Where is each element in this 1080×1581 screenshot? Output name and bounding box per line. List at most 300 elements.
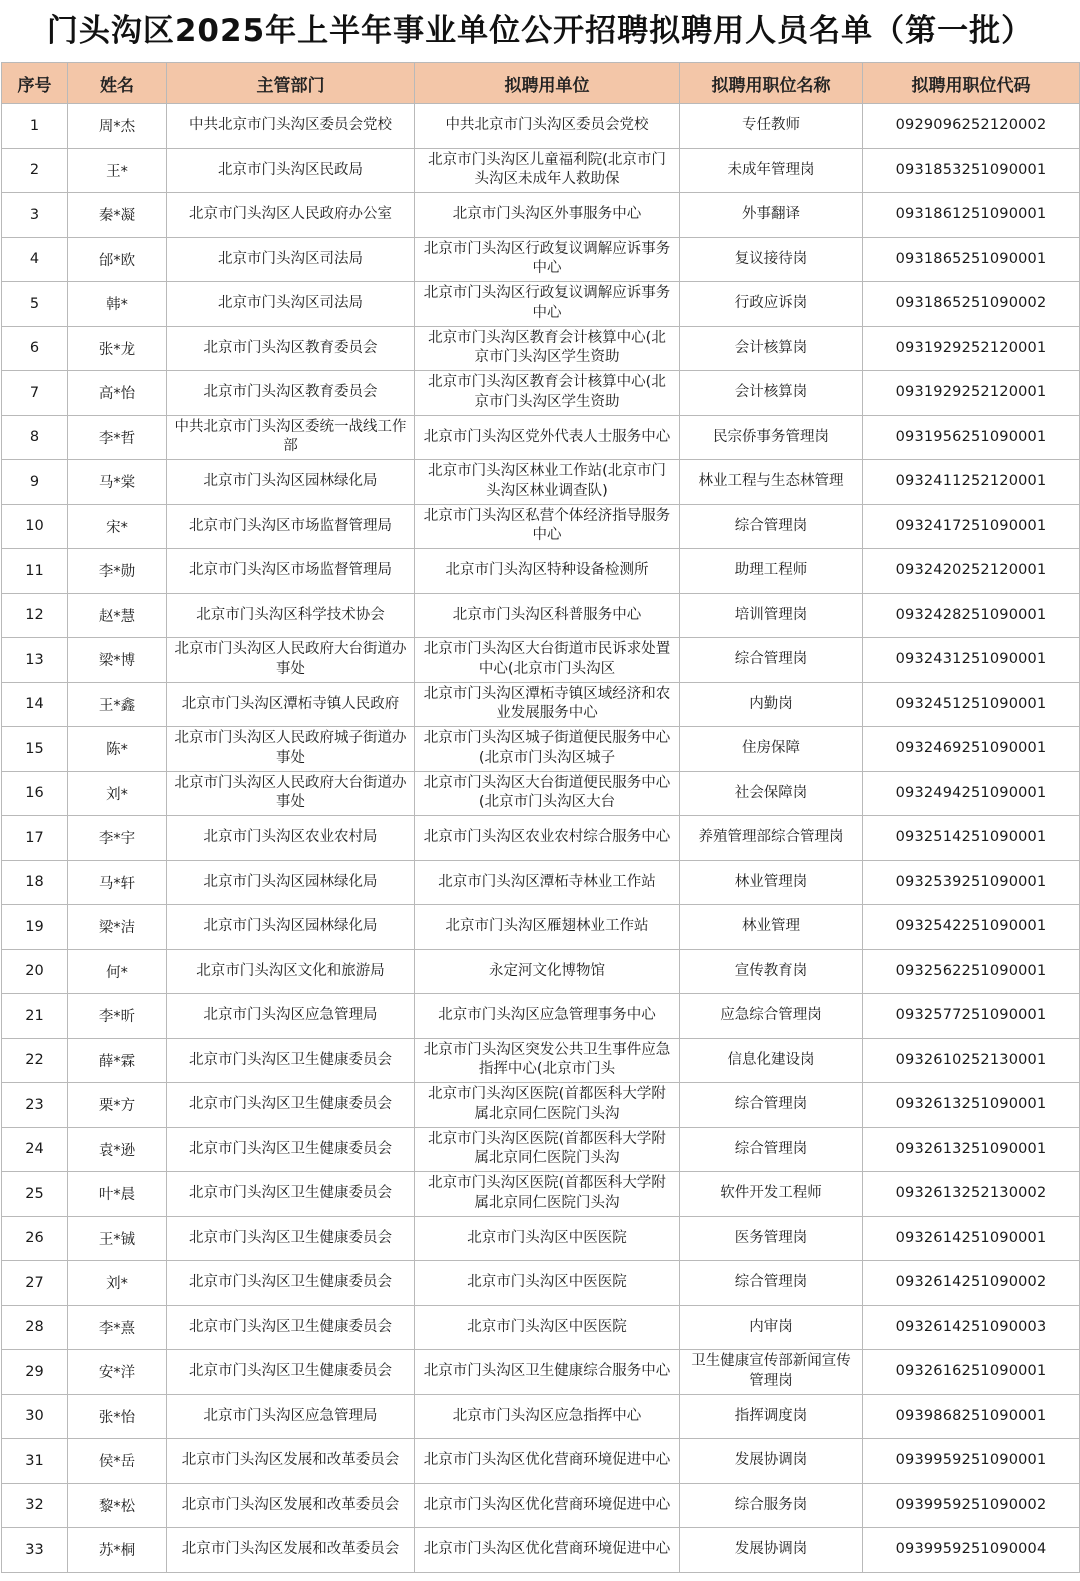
cell-name [68, 504, 167, 549]
cell-department [167, 104, 415, 149]
cell-name [68, 682, 167, 727]
cell-unit-text: 北京市门头沟区行政复议调解应诉事务中心 [423, 240, 671, 277]
table-row [2, 1127, 1080, 1172]
cell-index [2, 638, 68, 683]
cell-unit [415, 148, 680, 193]
cell-name-text: 周*杰 [98, 119, 136, 136]
cell-department [167, 1216, 415, 1261]
cell-position [680, 682, 863, 727]
cell-index [2, 1439, 68, 1484]
cell-position [680, 1216, 863, 1261]
cell-department [167, 371, 415, 416]
cell-unit-text: 北京市门头沟区雁翅林业工作站 [445, 918, 649, 934]
table-row [2, 549, 1080, 594]
cell-position-code [863, 326, 1080, 371]
cell-index [2, 326, 68, 371]
cell-position-code-text: 0931865251090001 [895, 250, 1047, 267]
cell-position-code [863, 1083, 1080, 1128]
cell-name [68, 593, 167, 638]
cell-position-text: 综合管理岗 [734, 1140, 808, 1157]
cell-index [2, 860, 68, 905]
cell-unit-text: 北京市门头沟区教育会计核算中心(北京市门头沟区学生资助 [428, 374, 666, 410]
cell-name-text: 李*宇 [98, 831, 136, 848]
cell-name-text: 韩* [106, 297, 128, 314]
cell-unit-text: 北京市门头沟区应急指挥中心 [452, 1407, 642, 1424]
cell-position-code [863, 193, 1080, 238]
cell-position-code-text: 0939959251090001 [895, 1452, 1047, 1468]
cell-position-code-text: 0932431251090001 [895, 651, 1047, 667]
cell-name-text: 黎*松 [98, 1498, 136, 1515]
cell-name [68, 1394, 167, 1439]
cell-unit-text: 北京市门头沟区大台街道便民服务中心(北京市门头沟区大台 [423, 774, 671, 811]
cell-index-text: 9 [29, 473, 40, 490]
cell-position [680, 727, 863, 772]
cell-position [680, 1127, 863, 1172]
cell-index [2, 193, 68, 238]
cell-unit [415, 1216, 680, 1261]
cell-position [680, 1261, 863, 1306]
cell-position-text: 综合管理岗 [734, 1096, 808, 1112]
cell-name-text: 梁*洁 [98, 920, 136, 937]
cell-index-text: 2 [29, 162, 40, 179]
cell-name [68, 460, 167, 505]
table-row [2, 148, 1080, 193]
cell-department [167, 638, 415, 683]
cell-name [68, 1305, 167, 1350]
cell-index [2, 1127, 68, 1172]
cell-unit-text: 北京市门头沟区儿童福利院(北京市门头沟区未成年人救助保 [428, 151, 666, 188]
cell-unit [415, 727, 680, 772]
cell-position-code [863, 371, 1080, 416]
cell-department-text: 北京市门头沟区卫生健康委员会 [189, 1318, 392, 1335]
cell-index-text: 15 [25, 740, 44, 757]
cell-position-code [863, 860, 1080, 905]
table-row [2, 193, 1080, 238]
cell-position-code-text: 0931929252120001 [895, 384, 1047, 400]
cell-name-text: 叶*晨 [98, 1187, 136, 1204]
cell-position [680, 1305, 863, 1350]
table-header-row [2, 63, 1080, 104]
cell-index [2, 104, 68, 149]
cell-unit-text: 永定河文化博物馆 [489, 962, 605, 979]
cell-unit [415, 549, 680, 594]
cell-index-text: 27 [25, 1274, 44, 1291]
cell-position [680, 326, 863, 371]
cell-department [167, 1350, 415, 1395]
cell-position-code-text: 0932469251090001 [895, 740, 1047, 756]
header-department: 主管部门 [167, 63, 415, 104]
cell-unit [415, 1083, 680, 1128]
hire-list-table [1, 62, 1080, 1573]
table-row [2, 1350, 1080, 1395]
cell-department [167, 148, 415, 193]
table-row [2, 1261, 1080, 1306]
table-row [2, 371, 1080, 416]
cell-index-text: 28 [25, 1319, 44, 1336]
cell-unit-text: 北京市门头沟区突发公共卫生事件应急指挥中心(北京市门头 [423, 1041, 671, 1078]
cell-department [167, 727, 415, 772]
cell-position-text: 指挥调度岗 [734, 1407, 808, 1424]
cell-position-code-text: 0931956251090001 [895, 428, 1047, 445]
cell-name-text: 张*龙 [98, 341, 136, 358]
cell-index-text: 3 [29, 206, 40, 223]
cell-position [680, 282, 863, 327]
cell-position-text: 内勤岗 [749, 695, 793, 712]
cell-name-text: 李*哲 [98, 430, 136, 447]
cell-index-text: 7 [29, 384, 40, 401]
cell-index [2, 460, 68, 505]
cell-index [2, 1261, 68, 1306]
cell-department-text: 北京市门头沟区卫生健康委员会 [189, 1140, 392, 1157]
cell-department-text: 北京市门头沟区教育委员会 [203, 384, 378, 400]
cell-index-text: 12 [25, 607, 44, 624]
cell-department-text: 北京市门头沟区卫生健康委员会 [189, 1274, 392, 1290]
cell-department [167, 460, 415, 505]
cell-name-text: 宋* [106, 519, 128, 536]
cell-position-text: 民宗侨事务管理岗 [713, 428, 829, 445]
cell-department [167, 1083, 415, 1128]
cell-index [2, 1350, 68, 1395]
cell-name-text: 何* [106, 964, 128, 981]
cell-unit-text: 北京市门头沟区大台街道市民诉求处置中心(北京市门头沟区 [423, 641, 671, 677]
cell-position-code-text: 0939868251090001 [895, 1407, 1047, 1424]
cell-name [68, 326, 167, 371]
table-row [2, 1172, 1080, 1217]
cell-position-code-text: 0939959251090004 [895, 1541, 1047, 1557]
cell-unit-text: 北京市门头沟区教育会计核算中心(北京市门头沟区学生资助 [428, 329, 666, 366]
cell-position [680, 460, 863, 505]
table-row [2, 326, 1080, 371]
cell-name [68, 1350, 167, 1395]
cell-name [68, 1261, 167, 1306]
table-row [2, 504, 1080, 549]
cell-position [680, 1528, 863, 1573]
cell-position-text: 复议接待岗 [734, 250, 808, 267]
cell-index-text: 17 [25, 829, 44, 846]
cell-unit [415, 905, 680, 950]
cell-position [680, 371, 863, 416]
cell-position-code [863, 460, 1080, 505]
cell-unit-text: 北京市门头沟区农业农村综合服务中心 [423, 829, 671, 845]
cell-unit-text: 北京市门头沟区林业工作站(北京市门头沟区林业调查队) [428, 463, 666, 499]
cell-position-code-text: 0932613252130002 [895, 1185, 1047, 1201]
cell-name-text: 梁*博 [98, 653, 136, 670]
cell-position [680, 549, 863, 594]
cell-department-text: 北京市门头沟区人民政府城子街道办事处 [174, 730, 407, 766]
header-position-code: 拟聘用职位代码 [863, 63, 1080, 104]
table-row [2, 949, 1080, 994]
cell-department-text: 北京市门头沟区人民政府办公室 [189, 206, 392, 222]
cell-department-text: 北京市门头沟区人民政府大台街道办事处 [174, 774, 407, 811]
cell-department [167, 193, 415, 238]
cell-unit-text: 北京市门头沟区应急管理事务中心 [438, 1007, 656, 1023]
cell-position-code [863, 104, 1080, 149]
table-row [2, 1038, 1080, 1083]
cell-position-code [863, 949, 1080, 994]
cell-position-code-text: 0932514251090001 [895, 829, 1047, 845]
cell-name-text: 王*鑫 [98, 697, 136, 714]
cell-unit [415, 371, 680, 416]
cell-name-text: 栗*方 [98, 1098, 136, 1115]
cell-department [167, 682, 415, 727]
cell-name-text: 刘* [106, 1276, 128, 1293]
cell-name [68, 1216, 167, 1261]
cell-index-text: 6 [29, 340, 40, 357]
cell-name [68, 949, 167, 994]
cell-department [167, 1483, 415, 1528]
cell-position-code-text: 0932417251090001 [895, 517, 1047, 534]
cell-department-text: 北京市门头沟区卫生健康委员会 [189, 1185, 392, 1201]
cell-department-text: 北京市门头沟区司法局 [218, 250, 363, 267]
cell-unit-text: 北京市门头沟区卫生健康综合服务中心 [423, 1363, 671, 1379]
cell-position-text: 住房保障 [742, 740, 800, 756]
cell-name-text: 王*铖 [98, 1231, 136, 1248]
cell-department-text: 北京市门头沟区园林绿化局 [203, 873, 378, 890]
cell-position-code-text: 0932610252130001 [895, 1051, 1047, 1068]
cell-position-code [863, 1528, 1080, 1573]
cell-position-text: 培训管理岗 [734, 606, 808, 623]
cell-name [68, 994, 167, 1039]
cell-index-text: 33 [25, 1541, 44, 1558]
cell-position [680, 1038, 863, 1083]
cell-unit [415, 1394, 680, 1439]
cell-index [2, 1528, 68, 1573]
cell-unit-text: 北京市门头沟区私营个体经济指导服务中心 [423, 507, 671, 544]
cell-department-text: 北京市门头沟区卫生健康委员会 [189, 1229, 392, 1246]
cell-department [167, 415, 415, 460]
cell-unit [415, 1261, 680, 1306]
cell-department [167, 1038, 415, 1083]
cell-position-text: 信息化建设岗 [727, 1051, 815, 1068]
cell-position-text: 会计核算岗 [734, 384, 808, 400]
cell-position-code [863, 237, 1080, 282]
cell-position-code-text: 0932614251090002 [895, 1274, 1047, 1290]
cell-name [68, 549, 167, 594]
cell-unit [415, 682, 680, 727]
cell-position-code [863, 771, 1080, 816]
cell-department [167, 816, 415, 861]
cell-index-text: 30 [25, 1408, 44, 1425]
cell-unit [415, 1305, 680, 1350]
cell-position-code-text: 0932614251090001 [895, 1229, 1047, 1246]
cell-position-code-text: 0932428251090001 [895, 606, 1047, 623]
table-row [2, 282, 1080, 327]
table-row [2, 860, 1080, 905]
cell-position-code [863, 727, 1080, 772]
cell-department-text: 北京市门头沟区市场监督管理局 [189, 517, 392, 534]
cell-index-text: 8 [29, 429, 40, 446]
cell-department-text: 北京市门头沟区卫生健康委员会 [189, 1363, 392, 1379]
cell-name-text: 马*轩 [98, 875, 136, 892]
cell-name [68, 771, 167, 816]
cell-position-code-text: 0932562251090001 [895, 962, 1047, 979]
cell-index [2, 727, 68, 772]
cell-index [2, 771, 68, 816]
table-row [2, 1216, 1080, 1261]
cell-name-text: 李*昕 [98, 1009, 136, 1026]
cell-position-text: 发展协调岗 [734, 1541, 808, 1557]
cell-position [680, 1394, 863, 1439]
cell-position-code-text: 0932451251090001 [895, 695, 1047, 712]
cell-index-text: 22 [25, 1052, 44, 1069]
cell-unit [415, 282, 680, 327]
cell-department [167, 905, 415, 950]
cell-name-text: 王* [106, 163, 128, 180]
cell-department [167, 1305, 415, 1350]
cell-index [2, 148, 68, 193]
cell-position-code [863, 1439, 1080, 1484]
cell-position [680, 104, 863, 149]
cell-department [167, 593, 415, 638]
cell-index-text: 19 [25, 918, 44, 935]
cell-unit [415, 1172, 680, 1217]
cell-position-code-text: 0932614251090003 [895, 1318, 1047, 1335]
table-row [2, 593, 1080, 638]
table-row [2, 771, 1080, 816]
cell-index-text: 11 [25, 562, 44, 579]
cell-position [680, 994, 863, 1039]
cell-index-text: 4 [29, 251, 40, 268]
table-row [2, 1528, 1080, 1573]
cell-position-code-text: 0931929252120001 [895, 339, 1047, 356]
cell-department [167, 549, 415, 594]
cell-position-code [863, 1483, 1080, 1528]
cell-unit [415, 1528, 680, 1573]
cell-unit [415, 593, 680, 638]
cell-name-text: 刘* [106, 786, 128, 803]
cell-index [2, 1216, 68, 1261]
table-row [2, 237, 1080, 282]
cell-position [680, 1439, 863, 1484]
cell-unit-text: 北京市门头沟区优化营商环境促进中心 [423, 1541, 671, 1557]
cell-unit [415, 816, 680, 861]
cell-position-text: 综合管理岗 [734, 651, 808, 667]
table-row [2, 1439, 1080, 1484]
cell-position [680, 148, 863, 193]
cell-department-text: 北京市门头沟区园林绿化局 [203, 918, 378, 934]
cell-department-text: 北京市门头沟区发展和改革委员会 [181, 1496, 400, 1513]
cell-unit-text: 北京市门头沟区城子街道便民服务中心(北京市门头沟区城子 [423, 730, 671, 766]
cell-position-code [863, 682, 1080, 727]
cell-department-text: 中共北京市门头沟区委统一战线工作部 [174, 418, 407, 455]
cell-index [2, 237, 68, 282]
cell-position-code-text: 0932411252120001 [895, 473, 1047, 489]
cell-position [680, 816, 863, 861]
cell-position-code [863, 1305, 1080, 1350]
cell-position [680, 504, 863, 549]
cell-name [68, 148, 167, 193]
cell-position [680, 771, 863, 816]
cell-position-code [863, 1394, 1080, 1439]
cell-index-text: 25 [25, 1185, 44, 1202]
cell-index-text: 23 [25, 1096, 44, 1113]
header-unit: 拟聘用单位 [415, 63, 680, 104]
table-row [2, 994, 1080, 1039]
cell-name [68, 1528, 167, 1573]
cell-department-text: 北京市门头沟区科学技术协会 [196, 606, 385, 623]
cell-department [167, 860, 415, 905]
cell-position-text: 行政应诉岗 [734, 295, 808, 311]
cell-unit [415, 949, 680, 994]
cell-unit [415, 771, 680, 816]
header-name: 姓名 [68, 63, 167, 104]
cell-name [68, 1483, 167, 1528]
table-row [2, 460, 1080, 505]
cell-index [2, 1394, 68, 1439]
cell-index [2, 415, 68, 460]
cell-department-text: 北京市门头沟区农业农村局 [203, 829, 378, 845]
cell-name-text: 侯*岳 [98, 1454, 136, 1471]
cell-name-text: 苏*桐 [98, 1543, 136, 1560]
cell-position [680, 1483, 863, 1528]
cell-unit-text: 北京市门头沟区医院(首都医科大学附属北京同仁医院门头沟 [428, 1086, 666, 1122]
header-index: 序号 [2, 63, 68, 104]
cell-position [680, 905, 863, 950]
cell-department-text: 北京市门头沟区发展和改革委员会 [181, 1452, 400, 1468]
cell-position-code [863, 282, 1080, 327]
cell-name-text: 安*洋 [98, 1365, 136, 1382]
table-row [2, 1394, 1080, 1439]
cell-department-text: 中共北京市门头沟区委员会党校 [189, 117, 392, 133]
cell-department-text: 北京市门头沟区潭柘寺镇人民政府 [181, 695, 400, 712]
cell-index [2, 994, 68, 1039]
cell-department-text: 北京市门头沟区园林绿化局 [203, 473, 378, 489]
cell-position-code [863, 1350, 1080, 1395]
table-row [2, 1083, 1080, 1128]
cell-position-code-text: 0932420252120001 [895, 562, 1047, 578]
cell-department-text: 北京市门头沟区人民政府大台街道办事处 [174, 641, 407, 677]
cell-position-code-text: 0929096252120002 [895, 117, 1047, 133]
cell-unit [415, 638, 680, 683]
cell-position-text: 未成年管理岗 [727, 161, 815, 178]
cell-department-text: 北京市门头沟区应急管理局 [203, 1407, 378, 1424]
cell-name [68, 860, 167, 905]
cell-index [2, 549, 68, 594]
cell-name [68, 816, 167, 861]
cell-position [680, 949, 863, 994]
cell-position-code [863, 1216, 1080, 1261]
cell-department [167, 771, 415, 816]
cell-department [167, 1528, 415, 1573]
cell-department-text: 北京市门头沟区司法局 [218, 295, 363, 311]
cell-position-code [863, 1172, 1080, 1217]
cell-department-text: 北京市门头沟区发展和改革委员会 [181, 1541, 400, 1557]
cell-unit-text: 北京市门头沟区中医医院 [467, 1274, 627, 1290]
cell-name [68, 1439, 167, 1484]
cell-department [167, 1172, 415, 1217]
cell-name [68, 237, 167, 282]
cell-position-text: 林业工程与生态林管理 [698, 473, 844, 489]
cell-index-text: 5 [29, 295, 40, 312]
cell-index-text: 29 [25, 1363, 44, 1380]
cell-unit-text: 北京市门头沟区特种设备检测所 [445, 562, 649, 578]
cell-position-code-text: 0932542251090001 [895, 918, 1047, 934]
cell-name [68, 727, 167, 772]
cell-index [2, 593, 68, 638]
cell-unit [415, 994, 680, 1039]
cell-position-text: 发展协调岗 [734, 1452, 808, 1468]
cell-index-text: 24 [25, 1141, 44, 1158]
cell-position-text: 专任教师 [742, 117, 800, 133]
cell-position-text: 软件开发工程师 [720, 1185, 822, 1201]
cell-department [167, 237, 415, 282]
cell-name-text: 陈* [106, 742, 128, 759]
cell-position-text: 助理工程师 [734, 562, 808, 578]
cell-position-code-text: 0932494251090001 [895, 784, 1047, 801]
cell-position-text: 林业管理岗 [734, 873, 808, 890]
cell-unit [415, 1350, 680, 1395]
cell-index-text: 21 [25, 1007, 44, 1024]
